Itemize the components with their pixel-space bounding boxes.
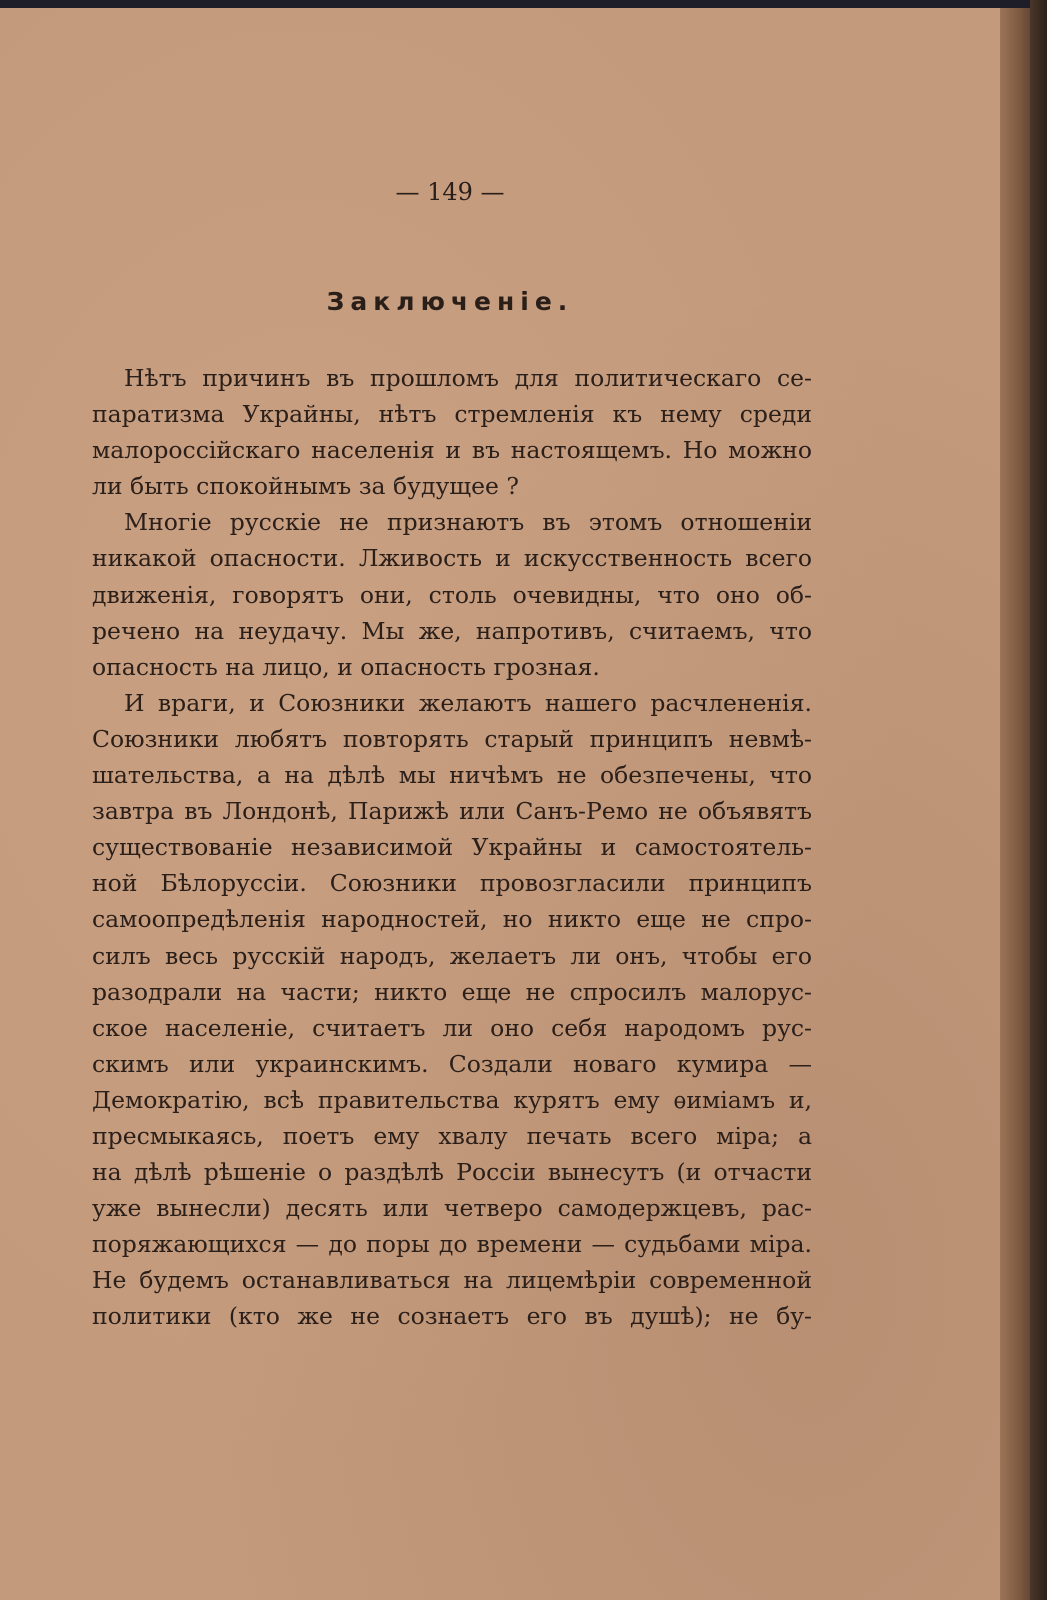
text-line: И враги, и Союзники желаютъ нашего расчлененія. (124, 688, 812, 717)
body-text (92, 360, 812, 1335)
text-line: разодрали на части; никто еще не спросилъ малорус- (92, 977, 812, 1006)
page-number: — 149 — (395, 178, 505, 206)
text-line: самоопредѣленія народностей, но никто еще не спро- (92, 905, 812, 934)
text-line: политики (кто же не сознаетъ его въ душѣ); не бу- (92, 1302, 812, 1331)
text-line: ское населеніе, считаетъ ли оно себя народомъ рус- (92, 1013, 812, 1042)
text-line: скимъ или украинскимъ. Создали новаго кумира — (92, 1049, 812, 1078)
text-line: силъ весь русскій народъ, желаетъ ли онъ, чтобы его (92, 941, 812, 970)
text-line: Нѣтъ причинъ въ прошломъ для политическаго се- (124, 364, 812, 392)
text-line: существованіе независимой Украйны и самостоятель- (92, 833, 812, 862)
text-line: ной Бѣлоруссіи. Союзники провозгласили принципъ (92, 869, 812, 898)
text-line: речено на неудачу. Мы же, напротивъ, считаемъ, что (92, 616, 812, 645)
text-line: движенія, говорятъ они, столь очевидны, что оно об- (92, 580, 812, 609)
text-line: никакой опасности. Лживость и искусственность всего (92, 544, 812, 573)
text-line: завтра въ Лондонѣ, Парижѣ или Санъ-Ремо не объявятъ (92, 797, 812, 826)
text-line: паратизма Украйны, нѣтъ стремленія къ нему среди (92, 400, 812, 429)
chapter-heading: Заключеніе. (326, 287, 574, 316)
text-line: на дѣлѣ рѣшеніе о раздѣлѣ Россіи вынесутъ (и отчасти (92, 1158, 812, 1187)
text-line: ли быть спокойнымъ за будущее ? (92, 472, 520, 501)
text-line: Демократію, всѣ правительства курятъ ему ѳиміамъ и, (92, 1085, 812, 1114)
text-line: шательства, а на дѣлѣ мы ничѣмъ не обезпечены, что (92, 761, 812, 790)
text-line: Многіе русскіе не признаютъ въ этомъ отношеніи (124, 508, 812, 537)
text-line: Не будемъ останавливаться на лицемѣріи современной (92, 1266, 812, 1295)
text-line: пресмыкаясь, поетъ ему хвалу печать всего міра; а (92, 1121, 812, 1150)
text-line: опасность на лицо, и опасность грозная. (92, 652, 600, 681)
book-spine-edge (1030, 0, 1047, 1600)
text-line: поряжающихся — до поры до времени — судьбами міра. (92, 1230, 812, 1259)
text-line: Союзники любятъ повторять старый принципъ невмѣ- (92, 724, 812, 753)
text-line: уже вынесли) десять или четверо самодержцевъ, рас- (92, 1194, 812, 1223)
text-line: малороссійскаго населенія и въ настоящемъ. Но можно (92, 436, 812, 465)
